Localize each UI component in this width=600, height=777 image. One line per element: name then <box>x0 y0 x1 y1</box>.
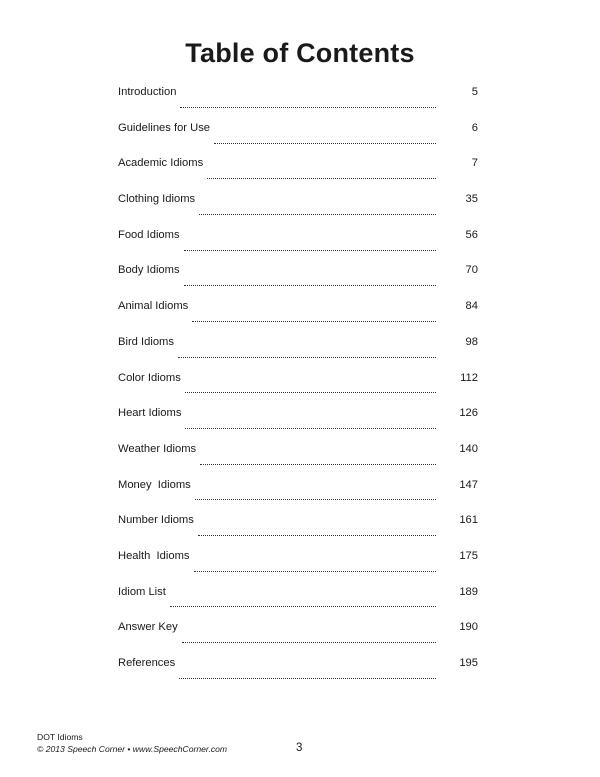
toc-entry-page: 98 <box>465 335 478 348</box>
toc-entry-page: 7 <box>471 157 478 170</box>
page-number: 3 <box>296 742 303 754</box>
toc-entry-label: Animal Idioms <box>118 300 189 313</box>
toc-entry-label: Idiom List <box>118 585 166 598</box>
footer-book-title: DOT Idioms <box>37 732 83 742</box>
toc-entry <box>118 443 478 479</box>
toc-entry <box>118 479 478 515</box>
toc-entry-label: Bird Idioms <box>118 335 174 348</box>
toc-entry-label: Guidelines for Use <box>118 121 211 134</box>
toc-entry-page: 35 <box>465 193 478 206</box>
toc-entry-label: Clothing Idioms <box>118 193 196 206</box>
toc-entry-label: References <box>118 657 176 669</box>
toc-entry-label: Answer Key <box>118 621 178 634</box>
toc-entry-page: 70 <box>465 264 478 277</box>
toc-leader-dots <box>184 249 436 251</box>
toc-entry <box>118 122 478 158</box>
toc-leader-dots <box>195 498 436 500</box>
toc-entry-page: 140 <box>459 442 478 455</box>
toc-entry <box>118 407 478 443</box>
toc-leader-dots <box>199 213 436 215</box>
toc-entry-label: Color Idioms <box>118 371 181 384</box>
page-title: Table of Contents <box>185 38 415 68</box>
toc-leader-dots <box>180 106 436 108</box>
toc-leader-dots <box>214 142 436 144</box>
toc-entry-label: Weather Idioms <box>118 442 197 455</box>
toc-leader-dots <box>184 284 436 286</box>
toc-entry-page: 5 <box>471 86 478 98</box>
toc-leader-dots <box>192 320 436 322</box>
toc-leader-dots <box>170 605 436 607</box>
toc-leader-dots <box>182 641 436 643</box>
toc-entry <box>118 86 478 122</box>
toc-entry <box>118 550 478 586</box>
toc-entry-label: Food Idioms <box>118 228 180 241</box>
toc-entry-label: Heart Idioms <box>118 407 182 420</box>
toc-entry-page: 195 <box>459 657 478 669</box>
toc-entry-label: Introduction <box>118 86 177 98</box>
toc-entry-page: 126 <box>459 407 478 420</box>
toc-entry-label: Number Idioms <box>118 514 194 527</box>
toc-entry <box>118 336 478 372</box>
toc-entry-page: 56 <box>465 228 478 241</box>
toc-leader-dots <box>194 570 436 572</box>
toc-entry-page: 147 <box>459 478 478 491</box>
toc-entry-page: 189 <box>459 585 478 598</box>
footer-copyright: © 2013 Speech Corner • www.SpeechCorner.com <box>37 744 228 754</box>
toc-entry <box>118 586 478 622</box>
toc-entry-page: 190 <box>459 621 478 634</box>
toc-entry <box>118 621 478 657</box>
toc-entry-page: 112 <box>460 371 478 384</box>
toc-entry <box>118 157 478 193</box>
toc-entry-page: 161 <box>459 514 478 527</box>
toc-leader-dots <box>185 427 436 429</box>
toc-entry <box>118 300 478 336</box>
toc-leader-dots <box>178 356 436 358</box>
toc-leader-dots <box>179 677 436 679</box>
toc-leader-dots <box>207 177 436 179</box>
toc-entry <box>118 229 478 265</box>
toc-entry-label: Academic Idioms <box>118 157 204 170</box>
toc-entry <box>118 514 478 550</box>
toc-leader-dots <box>185 391 436 393</box>
toc-leader-dots <box>198 534 436 536</box>
toc-leader-dots <box>200 463 436 465</box>
toc-entry <box>118 657 478 693</box>
toc-entry-label: Health Idioms <box>118 549 190 562</box>
toc-entry-page: 175 <box>459 549 478 562</box>
toc-entry-label: Body Idioms <box>118 264 180 277</box>
toc-entry-page: 84 <box>465 300 478 313</box>
table-of-contents <box>118 86 478 693</box>
toc-entry-page: 6 <box>471 121 478 134</box>
toc-entry <box>118 193 478 229</box>
toc-entry-label: Money Idioms <box>118 478 191 491</box>
toc-entry <box>118 372 478 408</box>
footer <box>37 731 227 755</box>
toc-entry <box>118 264 478 300</box>
